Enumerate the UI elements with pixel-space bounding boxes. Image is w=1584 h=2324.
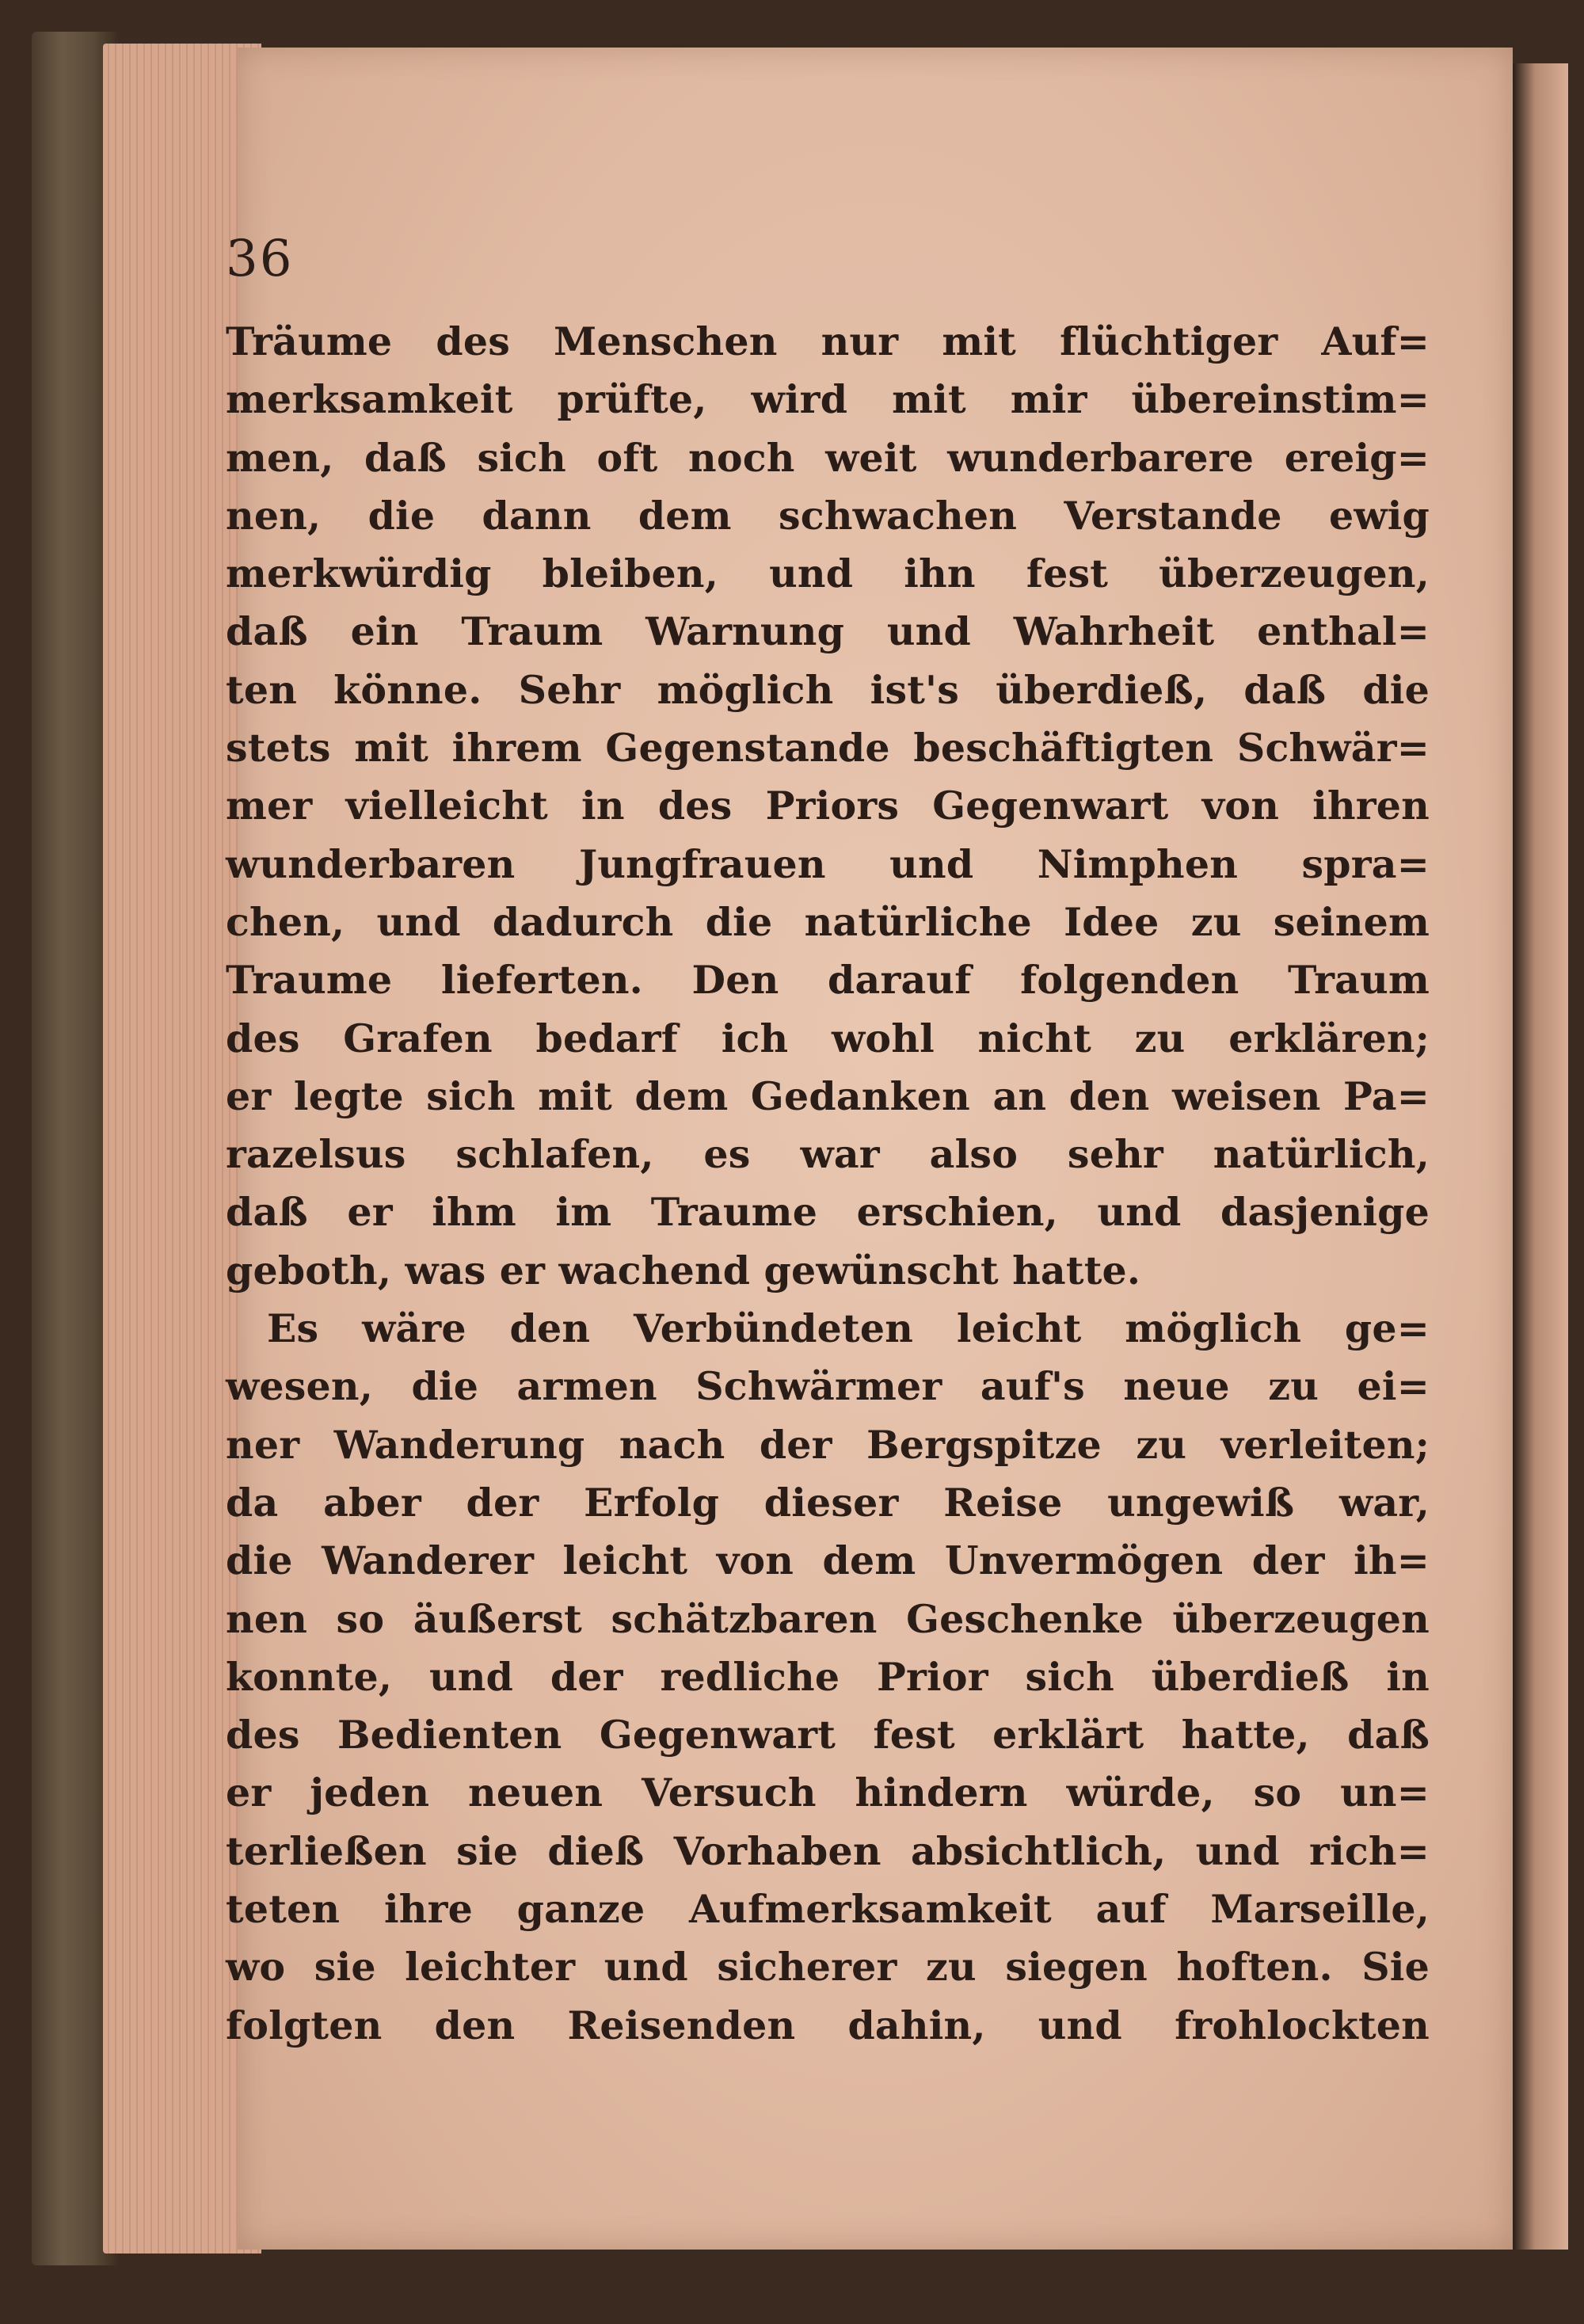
text-line: razelsus schlafen, es war also sehr natürlich,: [226, 1131, 1430, 1178]
text-line: terließen sie dieß Vorhaben absichtlich, und rich=: [226, 1827, 1430, 1874]
text-line: merksamkeit prüfte, wird mit mir übereinstim=: [226, 376, 1430, 423]
text-line: wesen, die armen Schwärmer auf's neue zu ei=: [226, 1363, 1430, 1410]
text-line: daß ein Traum Warnung und Wahrheit enthal=: [226, 608, 1430, 655]
text-line: die Wanderer leicht von dem Unvermögen der ih=: [226, 1537, 1430, 1584]
text-line: wo sie leichter und sicherer zu siegen hoften. Sie: [226, 1944, 1430, 1991]
page-number: 36: [226, 230, 294, 288]
text-line: merkwürdig bleiben, und ihn fest überzeugen,: [226, 551, 1430, 597]
text-line: konnte, und der redliche Prior sich überdieß in: [226, 1653, 1430, 1700]
text-line: Träume des Menschen nur mit flüchtiger Auf=: [226, 318, 1430, 364]
text-line: Traume lieferten. Den darauf folgenden Traum: [226, 957, 1430, 1004]
text-line: Es wäre den Verbündeten leicht möglich ge=: [267, 1305, 1430, 1352]
text-line: des Grafen bedarf ich wohl nicht zu erklären;: [226, 1015, 1430, 1061]
text-line: geboth, was er wachend gewünscht hatte.: [226, 1247, 1141, 1293]
text-line: men, daß sich oft noch weit wunderbarere ereig=: [226, 434, 1430, 481]
text-line: ner Wanderung nach der Bergspitze zu verleiten;: [226, 1421, 1430, 1468]
text-line: teten ihre ganze Aufmerksamkeit auf Marseille,: [226, 1886, 1430, 1933]
text-line: er legte sich mit dem Gedanken an den weisen Pa=: [226, 1072, 1430, 1119]
text-line: mer vielleicht in des Priors Gegenwart von ihren: [226, 783, 1430, 829]
text-line: chen, und dadurch die natürliche Idee zu seinem: [226, 898, 1430, 945]
text-line: er jeden neuen Versuch hindern würde, so un=: [226, 1770, 1430, 1816]
text-line: ten könne. Sehr möglich ist's überdieß, daß die: [226, 666, 1430, 713]
text-line: des Bedienten Gegenwart fest erklärt hatte, daß: [226, 1712, 1430, 1758]
text-line: daß er ihm im Traume erschien, und dasjenige: [226, 1189, 1430, 1236]
text-line: da aber der Erfolg dieser Reise ungewiß war,: [226, 1479, 1430, 1526]
text-line: nen so äußerst schätzbaren Geschenke überzeugen: [226, 1595, 1430, 1642]
text-line: folgten den Reisenden dahin, und frohlockten: [226, 2002, 1430, 2048]
text-line: stets mit ihrem Gegenstande beschäftigten Schwär=: [226, 725, 1430, 771]
text-line: wunderbaren Jungfrauen und Nimphen spra=: [226, 840, 1430, 887]
page-text: [226, 313, 1430, 2055]
page-gutter: [1513, 63, 1568, 2250]
text-line: nen, die dann dem schwachen Verstande ewig: [226, 492, 1430, 539]
